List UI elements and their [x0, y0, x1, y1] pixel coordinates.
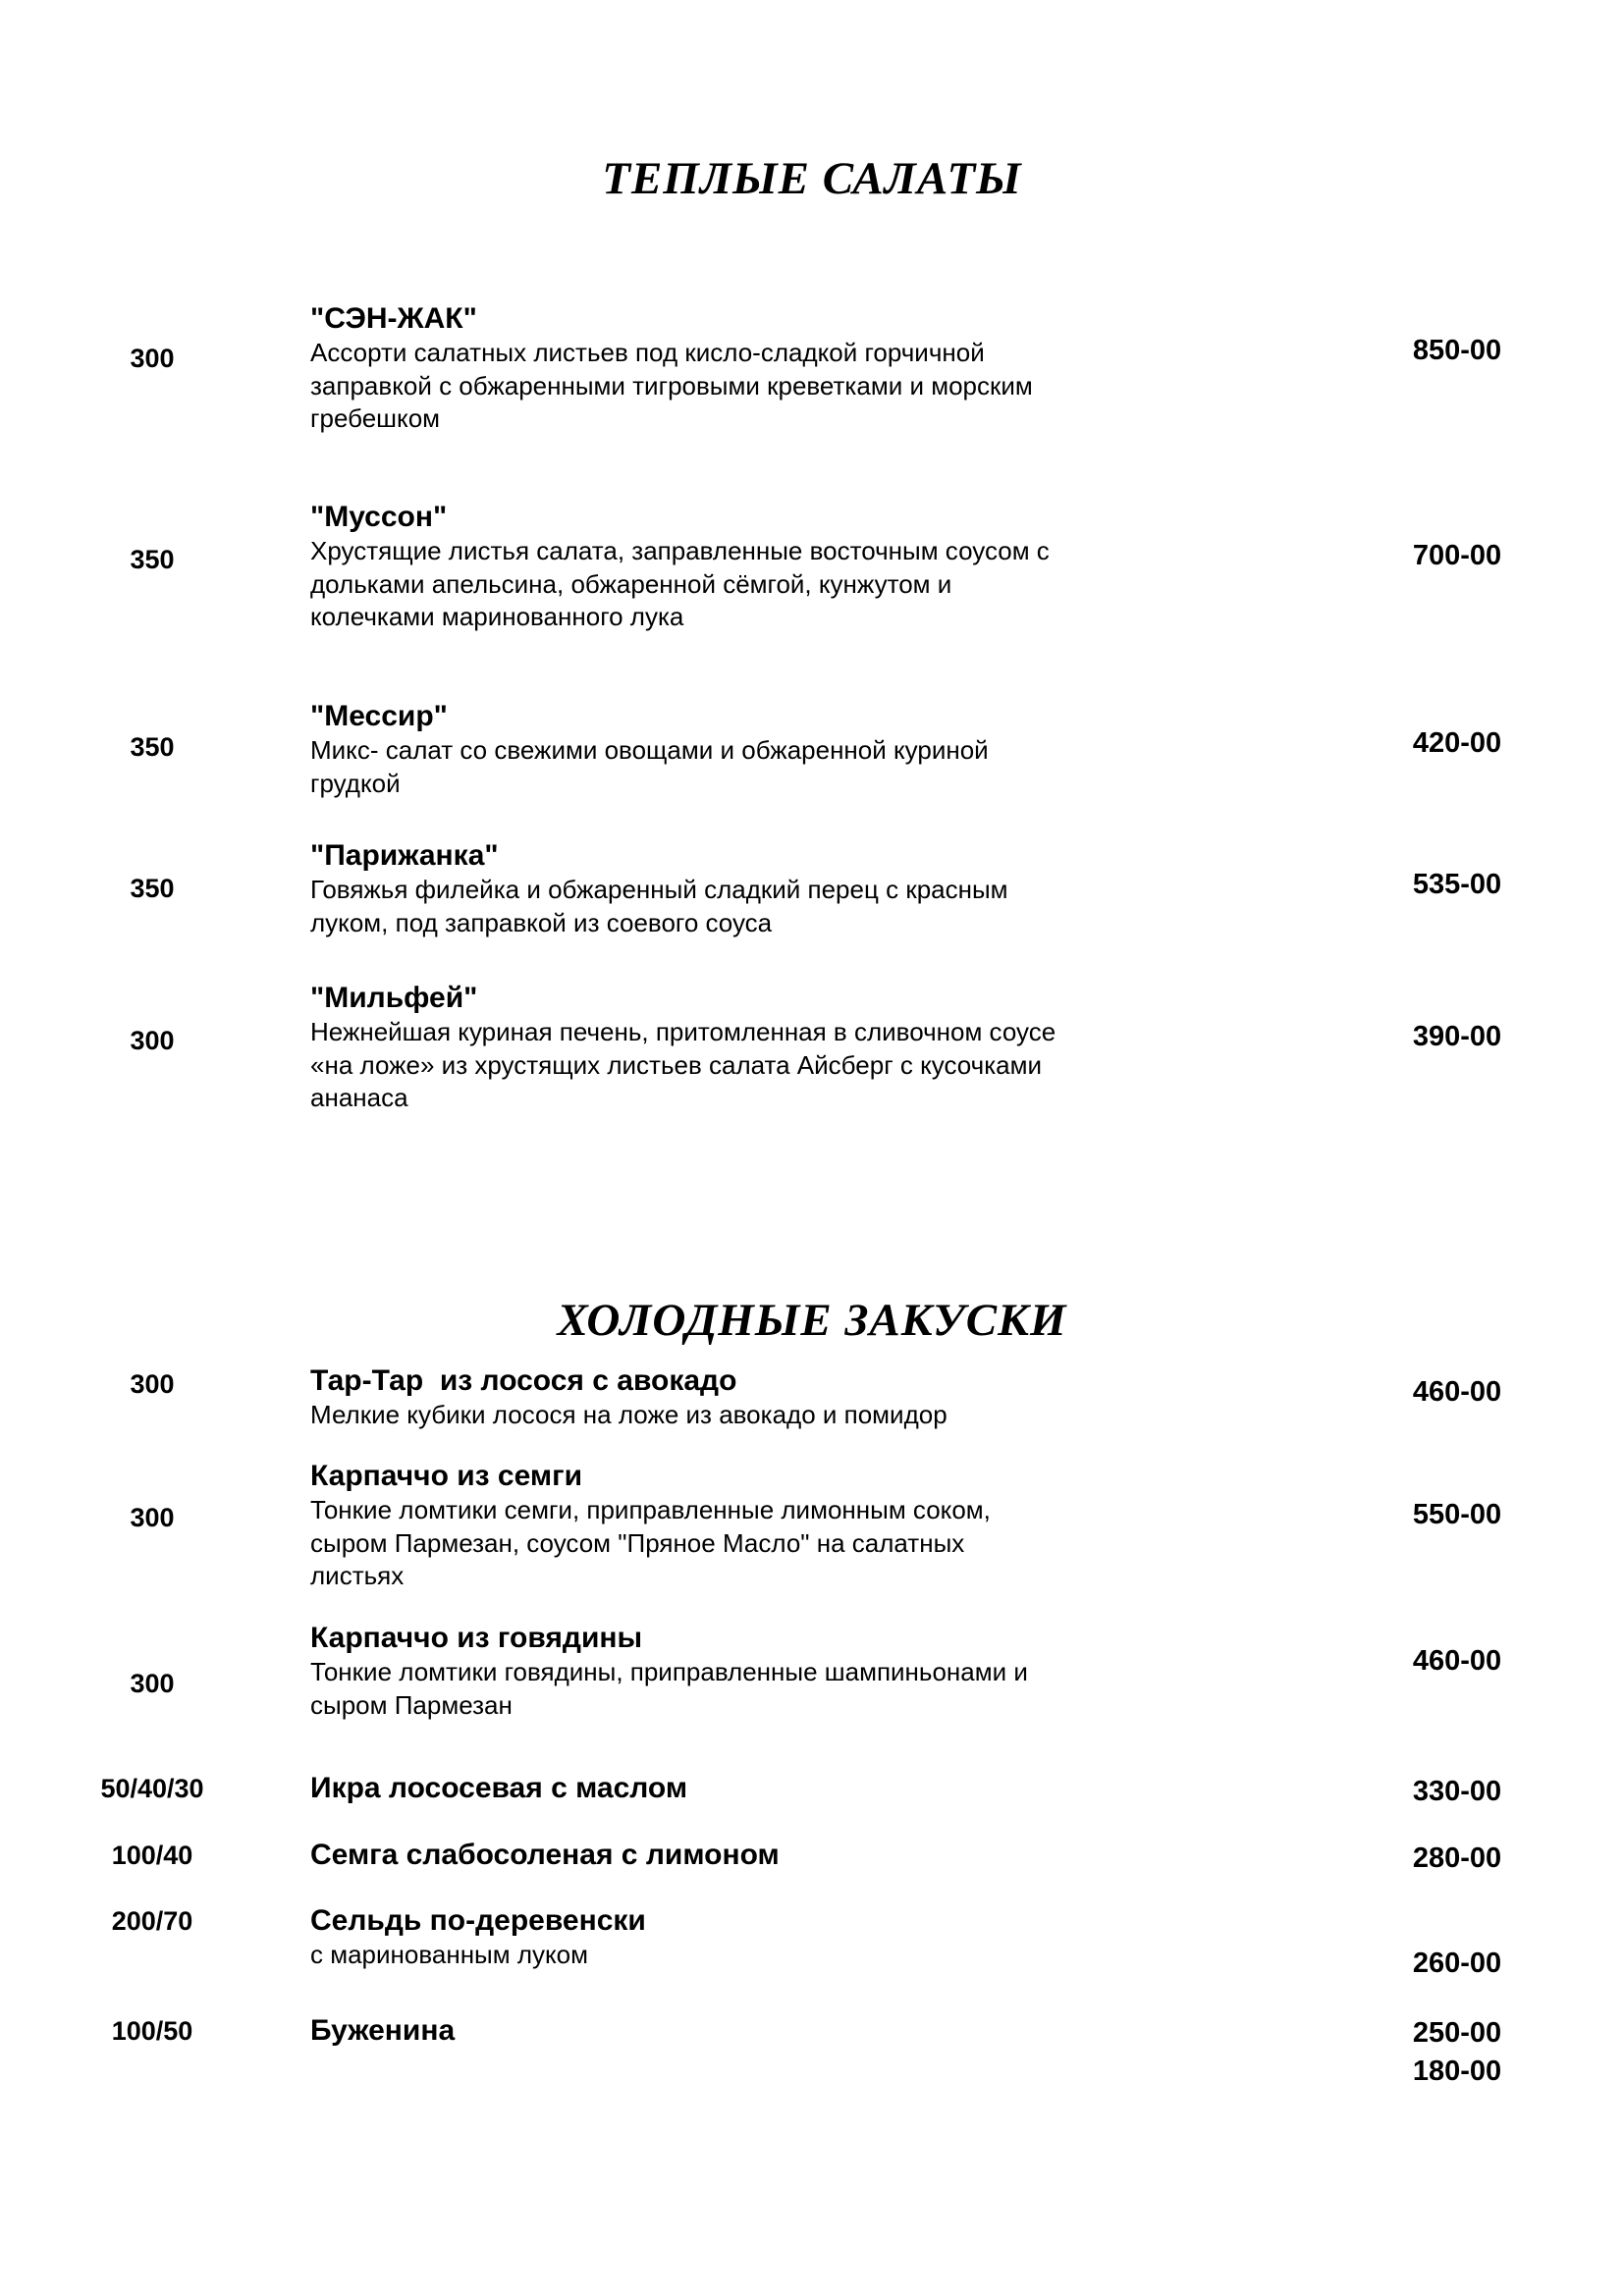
- item-weight: 300: [130, 1669, 175, 1698]
- item-name: "Парижанка": [310, 839, 499, 872]
- item-body: [304, 1839, 1290, 1873]
- item-body: [304, 700, 1290, 800]
- item-description: Ассорти салатных листьев под кисло-сладкой горчичной заправкой с обжаренными тигровыми креветками и морским гребешком: [310, 337, 1033, 434]
- item-weight: 50/40/30: [100, 1774, 204, 1803]
- item-weight: 300: [130, 1369, 175, 1399]
- item-description: Говяжья филейка и обжаренный сладкий перец с красным луком, под заправкой из соевого соуса: [310, 874, 1008, 937]
- section-title-warm-salads: ТЕПЛЫЕ САЛАТЫ: [602, 153, 1022, 204]
- item-description: Микс- салат со свежими овощами и обжаренной куриной грудкой: [310, 734, 989, 798]
- menu-item-row: [0, 982, 1624, 1115]
- item-description: Мелкие кубики лосося на ложе из авокадо и помидор: [310, 1399, 947, 1429]
- section-title-cold-appetizers: ХОЛОДНЫЕ ЗАКУСКИ: [557, 1295, 1067, 1346]
- item-price: 700-00: [1412, 540, 1502, 571]
- item-body: [304, 302, 1290, 436]
- item-price-secondary: 180-00: [1412, 2056, 1502, 2088]
- item-price: 420-00: [1412, 727, 1502, 759]
- item-price: 850-00: [1412, 335, 1502, 366]
- menu-item-row: [0, 302, 1624, 436]
- item-name: "СЭН-ЖАК": [310, 302, 477, 335]
- item-weight: 100/40: [111, 1841, 193, 1870]
- item-price: 250-00: [1412, 2017, 1502, 2049]
- item-body: [304, 501, 1290, 634]
- item-price: 280-00: [1412, 1842, 1502, 1874]
- item-name: "Мильфей": [310, 982, 478, 1014]
- item-name: Икра лососевая с маслом: [310, 1772, 688, 1804]
- item-weight: 350: [130, 545, 175, 574]
- item-weight: 300: [130, 344, 175, 373]
- item-body: [304, 1904, 1290, 1972]
- item-name: Карпаччо из говядины: [310, 1622, 643, 1654]
- menu-item-row: [0, 1904, 1624, 1980]
- item-weight: 200/70: [111, 1906, 193, 1936]
- item-body: [304, 839, 1290, 939]
- menu-item-row: [0, 501, 1624, 634]
- item-name: Тар-Тар из лосося с авокадо: [310, 1364, 737, 1397]
- item-body: [304, 982, 1290, 1115]
- item-description: Хрустящие листья салата, заправленные восточным соусом с дольками апельсина, обжаренной сёмгой, кунжутом и колечками маринованного лука: [310, 535, 1050, 632]
- item-weight: 100/50: [111, 2016, 193, 2046]
- menu-item-row: [0, 1622, 1624, 1722]
- item-price: 535-00: [1412, 869, 1502, 900]
- item-price: 460-00: [1412, 1376, 1502, 1408]
- item-weight: 350: [130, 732, 175, 762]
- item-price: 330-00: [1412, 1776, 1502, 1807]
- menu-item-row: [0, 1839, 1624, 1875]
- menu-item-row: [0, 839, 1624, 939]
- item-price: 460-00: [1412, 1645, 1502, 1677]
- item-price-group: [1290, 2014, 1624, 2091]
- menu-item-row: [0, 1772, 1624, 1808]
- item-description: Тонкие ломтики говядины, приправленные шампиньонами и сыром Пармезан: [310, 1656, 1028, 1720]
- item-weight: 350: [130, 874, 175, 903]
- item-name: "Муссон": [310, 501, 448, 533]
- item-name: Карпаччо из семги: [310, 1460, 583, 1492]
- item-price: 390-00: [1412, 1021, 1502, 1052]
- item-description: Тонкие ломтики семги, приправленные лимонным соком, сыром Пармезан, соусом "Пряное Масло" на салатных листьях: [310, 1494, 991, 1591]
- menu-item-row: [0, 2014, 1624, 2091]
- item-name: Сельдь по-деревенски: [310, 1904, 646, 1937]
- item-weight: 300: [130, 1503, 175, 1532]
- item-price: 260-00: [1412, 1948, 1502, 1979]
- item-body: [304, 1460, 1290, 1593]
- item-body: [304, 1622, 1290, 1722]
- item-description: Нежнейшая куриная печень, притомленная в сливочном соусе «на ложе» из хрустящих листьев салата Айсберг с кусочками ананаса: [310, 1016, 1056, 1113]
- item-name: "Мессир": [310, 700, 448, 732]
- item-name: Буженина: [310, 2014, 456, 2047]
- item-description: с маринованным луком: [310, 1939, 589, 1969]
- item-body: [304, 1772, 1290, 1806]
- menu-item-row: [0, 1460, 1624, 1593]
- item-price: 550-00: [1412, 1499, 1502, 1530]
- item-body: [304, 1364, 1290, 1432]
- menu-item-row: [0, 700, 1624, 800]
- item-body: [304, 2014, 1290, 2049]
- menu-item-row: [0, 1364, 1624, 1432]
- item-weight: 300: [130, 1026, 175, 1055]
- item-name: Семга слабосоленая с лимоном: [310, 1839, 780, 1871]
